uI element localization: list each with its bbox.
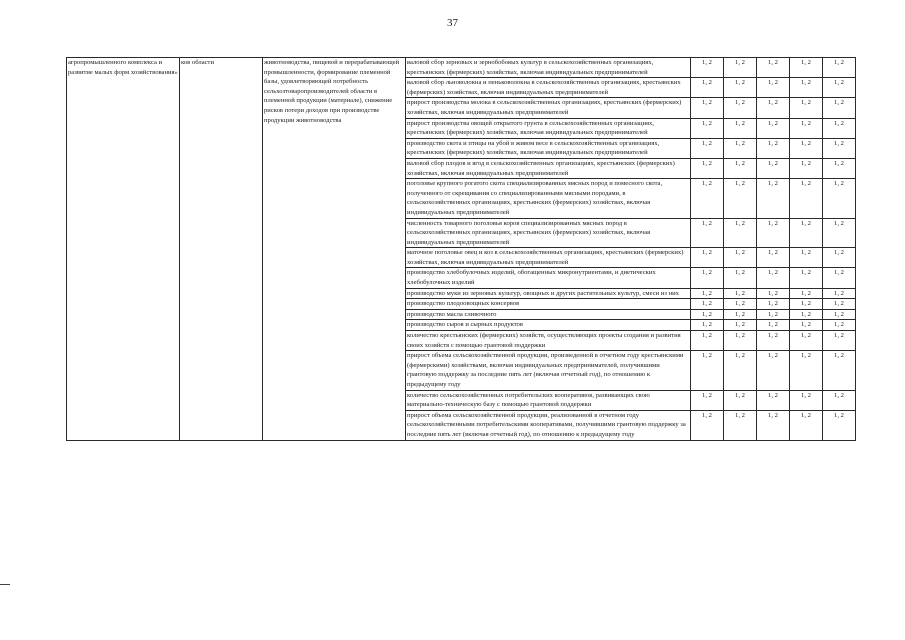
year-value-cell: 1, 2 [724, 98, 757, 118]
year-value-cell: 1, 2 [691, 218, 724, 248]
year-value-cell: 1, 2 [691, 299, 724, 310]
indicator-text: прирост объема сельскохозяйственной продукции, реализованной в отчетном году сельскохозяйственными потребительскими кооперативами, получившими грантовую поддержку за последние пять лет (включая отчетный год), по отношению к предыдущему году [406, 410, 691, 440]
year-value-cell: 1, 2 [790, 218, 823, 248]
year-value-cell: 1, 2 [757, 78, 790, 98]
indicator-text: количество сельскохозяйственных потребительских кооперативов, развивающих свою материально-техническую базу с помощью грантовой поддержки [406, 390, 691, 410]
indicator-text: численность товарного поголовья коров специализированных мясных пород в сельскохозяйственных организациях, крестьянских (фермерских) хозяйствах, включая индивидуальных предпринимателей [406, 218, 691, 248]
year-value-cell: 1, 2 [823, 299, 856, 310]
year-value-cell: 1, 2 [757, 138, 790, 158]
year-value-cell: 1, 2 [757, 288, 790, 299]
year-value-cell: 1, 2 [757, 158, 790, 178]
year-value-cell: 1, 2 [691, 118, 724, 138]
year-value-cell: 1, 2 [790, 138, 823, 158]
year-value-cell: 1, 2 [757, 309, 790, 320]
year-value-cell: 1, 2 [823, 138, 856, 158]
indicator-text: производство хлебобулочных изделий, обогащенных микронутриентами, и диетических хлебобулочных изделий [406, 268, 691, 288]
year-value-cell: 1, 2 [691, 268, 724, 288]
indicator-text: производство скота и птицы на убой в живом весе в сельскохозяйственных организациях, крестьянских (фермерских) хозяйствах, включая индивидуальных предпринимателей [406, 138, 691, 158]
year-value-cell: 1, 2 [757, 218, 790, 248]
year-value-cell: 1, 2 [757, 98, 790, 118]
year-value-cell: 1, 2 [724, 218, 757, 248]
year-value-cell: 1, 2 [757, 320, 790, 331]
year-value-cell: 1, 2 [790, 320, 823, 331]
year-value-cell: 1, 2 [790, 58, 823, 78]
year-value-cell: 1, 2 [823, 58, 856, 78]
year-value-cell: 1, 2 [691, 288, 724, 299]
year-value-cell: 1, 2 [790, 118, 823, 138]
year-value-cell: 1, 2 [790, 288, 823, 299]
year-value-cell: 1, 2 [724, 78, 757, 98]
year-value-cell: 1, 2 [691, 331, 724, 351]
year-value-cell: 1, 2 [823, 158, 856, 178]
year-value-cell: 1, 2 [790, 158, 823, 178]
year-value-cell: 1, 2 [724, 248, 757, 268]
year-value-cell: 1, 2 [823, 78, 856, 98]
year-value-cell: 1, 2 [790, 410, 823, 440]
year-value-cell: 1, 2 [790, 309, 823, 320]
year-value-cell: 1, 2 [724, 268, 757, 288]
year-value-cell: 1, 2 [691, 98, 724, 118]
year-value-cell: 1, 2 [823, 331, 856, 351]
year-value-cell: 1, 2 [724, 299, 757, 310]
year-value-cell: 1, 2 [724, 390, 757, 410]
year-value-cell: 1, 2 [757, 58, 790, 78]
year-value-cell: 1, 2 [790, 351, 823, 390]
year-value-cell: 1, 2 [691, 158, 724, 178]
year-value-cell: 1, 2 [790, 179, 823, 218]
year-value-cell: 1, 2 [724, 118, 757, 138]
year-value-cell: 1, 2 [757, 179, 790, 218]
year-value-cell: 1, 2 [691, 58, 724, 78]
indicator-text: прирост производства молока в сельскохозяйственных организациях, крестьянских (фермерских) хозяйствах, включая индивидуальных предпринимателей [406, 98, 691, 118]
year-value-cell: 1, 2 [757, 268, 790, 288]
year-value-cell: 1, 2 [724, 309, 757, 320]
year-value-cell: 1, 2 [823, 98, 856, 118]
year-value-cell: 1, 2 [823, 268, 856, 288]
year-value-cell: 1, 2 [757, 299, 790, 310]
year-value-cell: 1, 2 [757, 331, 790, 351]
year-value-cell: 1, 2 [790, 98, 823, 118]
year-value-cell: 1, 2 [757, 118, 790, 138]
indicator-text: производство плодоовощных консервов [406, 299, 691, 310]
year-value-cell: 1, 2 [691, 351, 724, 390]
indicator-text: количество крестьянских (фермерских) хозяйств, осуществляющих проекты создания и развития своих хозяйств с помощью грантовой поддержки [406, 331, 691, 351]
year-value-cell: 1, 2 [790, 331, 823, 351]
year-value-cell: 1, 2 [790, 299, 823, 310]
year-value-cell: 1, 2 [823, 351, 856, 390]
year-value-cell: 1, 2 [823, 320, 856, 331]
year-value-cell: 1, 2 [724, 351, 757, 390]
year-value-cell: 1, 2 [691, 138, 724, 158]
year-value-cell: 1, 2 [691, 78, 724, 98]
margin-mark [0, 584, 10, 585]
objectives-cell: животноводства, пищевой и перерабатывающей промышленности, формирование племенной базы, удовлетворяющей потребность сельхозтоваропроизводителей области в племенной продукции (материале), снижение рисков потери доходов при производстве продукции животноводства [263, 58, 406, 441]
year-value-cell: 1, 2 [790, 268, 823, 288]
indicator-text: производство муки из зерновых культур, овощных и других растительных культур, смеси из них [406, 288, 691, 299]
year-value-cell: 1, 2 [823, 309, 856, 320]
indicators-table-body [67, 58, 856, 441]
year-value-cell: 1, 2 [757, 248, 790, 268]
year-value-cell: 1, 2 [823, 288, 856, 299]
year-value-cell: 1, 2 [691, 410, 724, 440]
year-value-cell: 1, 2 [790, 78, 823, 98]
indicators-table [66, 57, 856, 441]
indicator-text: производство масла сливочного [406, 309, 691, 320]
year-value-cell: 1, 2 [724, 58, 757, 78]
program-name-cell: агропромышленного комплекса и развитие малых форм хозяйствования» [67, 58, 180, 441]
year-value-cell: 1, 2 [790, 390, 823, 410]
indicator-text: прирост производства овощей открытого грунта в сельскохозяйственных организациях, крестьянских (фермерских) хозяйствах, включая индивидуальных предпринимателей [406, 118, 691, 138]
year-value-cell: 1, 2 [724, 331, 757, 351]
year-value-cell: 1, 2 [757, 351, 790, 390]
year-value-cell: 1, 2 [757, 410, 790, 440]
year-value-cell: 1, 2 [691, 179, 724, 218]
indicator-text: валовой сбор зерновых и зернобобовых культур в сельскохозяйственных организациях, крестьянских (фермерских) хозяйствах, включая индивидуальных предпринимателей [406, 58, 691, 78]
year-value-cell: 1, 2 [691, 309, 724, 320]
year-value-cell: 1, 2 [691, 248, 724, 268]
year-value-cell: 1, 2 [823, 218, 856, 248]
indicator-text: производство сыров и сырных продуктов [406, 320, 691, 331]
year-value-cell: 1, 2 [724, 320, 757, 331]
year-value-cell: 1, 2 [724, 288, 757, 299]
year-value-cell: 1, 2 [823, 390, 856, 410]
year-value-cell: 1, 2 [790, 248, 823, 268]
year-value-cell: 1, 2 [823, 179, 856, 218]
indicator-text: прирост объема сельскохозяйственной продукции, произведенной в отчетном году крестьянскими (фермерскими) хозяйствами, включая индивидуальных предпринимателей, получившими грантовую поддержку за последние пять лет (включая отчетный год), по отношению к предыдущему году [406, 351, 691, 390]
year-value-cell: 1, 2 [823, 248, 856, 268]
year-value-cell: 1, 2 [823, 410, 856, 440]
page-number: 37 [447, 17, 458, 29]
executor-cell: ков области [180, 58, 263, 441]
indicator-text: поголовье крупного рогатого скота специализированных мясных пород и помесного скота, полученного от скрещивания со специализированными мясными породами, в сельскохозяйственных организациях, крестьянских (фермерских) хозяйствах, включая индивидуальных предпринимателей [406, 179, 691, 218]
year-value-cell: 1, 2 [757, 390, 790, 410]
year-value-cell: 1, 2 [691, 390, 724, 410]
year-value-cell: 1, 2 [724, 158, 757, 178]
year-value-cell: 1, 2 [724, 410, 757, 440]
year-value-cell: 1, 2 [724, 138, 757, 158]
table-row [67, 58, 856, 78]
indicator-text: валовой сбор плодов и ягод в сельскохозяйственных организациях, крестьянских (фермерских) хозяйствах, включая индивидуальных предпринимателей [406, 158, 691, 178]
year-value-cell: 1, 2 [691, 320, 724, 331]
year-value-cell: 1, 2 [724, 179, 757, 218]
year-value-cell: 1, 2 [823, 118, 856, 138]
indicator-text: маточное поголовье овец и коз в сельскохозяйственных организациях, крестьянских (фермерских) хозяйствах, включая индивидуальных предпринимателей [406, 248, 691, 268]
indicator-text: валовой сбор льноволокна и пеньковолокна в сельскохозяйственных организациях, крестьянских (фермерских) хозяйствах, включая индивидуальных предпринимателей [406, 78, 691, 98]
